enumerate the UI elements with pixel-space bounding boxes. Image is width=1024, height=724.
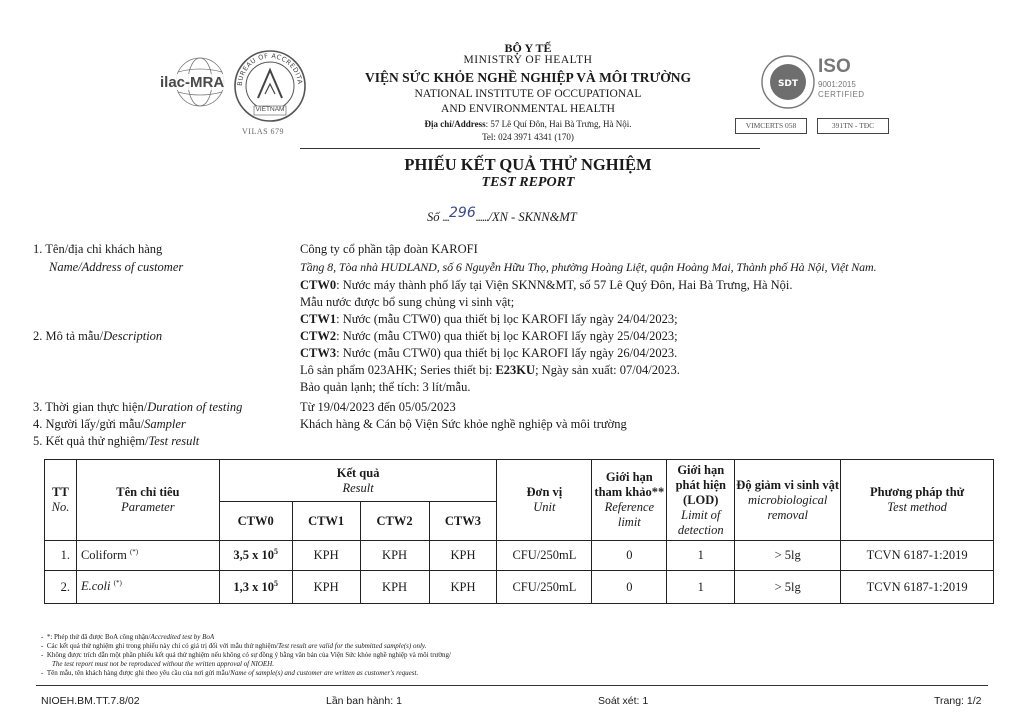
cell-removal: > 5lg: [735, 541, 841, 571]
desc-ctw0-code: CTW0: [300, 278, 337, 292]
desc-ctw1-code: CTW1: [300, 312, 337, 326]
footnote-2-en: Test result are valid for the submitted sample(s) only.: [278, 642, 427, 650]
th-removal: [735, 460, 841, 541]
th-tt-vn: TT: [52, 485, 69, 499]
results-table: [44, 459, 994, 604]
report-title-vn: PHIẾU KẾT QUẢ THỬ NGHIỆM: [404, 155, 652, 174]
cell-tt: 2.: [45, 571, 77, 604]
table-row: [45, 571, 994, 604]
th-ref: [592, 460, 667, 541]
desc-ctw0: [300, 278, 793, 293]
cell-ctw1: KPH: [292, 541, 360, 571]
iso-certified: CERTIFIED: [818, 90, 865, 99]
vilas-label: VILAS 679: [242, 127, 285, 136]
iso-title: ISO: [818, 56, 851, 77]
cell-ctw2: KPH: [360, 541, 429, 571]
th-result: [219, 460, 497, 502]
desc-lot-a: Lô sản phẩm 023AHK; Series thiết bị:: [300, 363, 496, 377]
cell-ctw1: KPH: [292, 571, 360, 604]
s4-value: Khách hàng & Cán bộ Viện Sức khỏe nghề nghiệp và môi trường: [300, 417, 627, 431]
s3-label: [33, 400, 242, 415]
cell-ctw0-base: 1,3 x 10: [233, 580, 275, 595]
ltn-box: 391TN - TĐC: [817, 118, 889, 134]
th-tt: [45, 460, 77, 541]
footnote-3-vn: Không được trích dẫn một phần phiếu kết quả thử nghiệm nếu không có sự đồng ý bằng văn bản của Viện Sức khỏe nghề nghiệp và môi trường/: [46, 651, 451, 659]
th-method: [841, 460, 994, 541]
iso-logo: [760, 54, 890, 110]
footnote-1: - *: Phép thử đã được BoA công nhận/Accredited test by BoA: [41, 633, 215, 641]
footnote-3: - Không được trích dẫn một phần phiếu kết quả thử nghiệm nếu không có sự đồng ý bằng văn bản của Viện Sức khỏe nghề nghiệp và môi trường/: [41, 651, 451, 659]
cell-ctw2: KPH: [360, 571, 429, 604]
cell-tt: 1.: [45, 541, 77, 571]
table-row: [45, 541, 994, 571]
footer-issue: Lần ban hành: 1: [326, 695, 402, 707]
footnote-1-en: Accredited test by BoA: [150, 633, 215, 641]
table-header-row-1: [45, 460, 994, 502]
iso-seal-icon: [760, 54, 816, 110]
customer-name: Công ty cổ phần tập đoàn KAROFI: [300, 242, 478, 256]
desc-ctw3: [300, 346, 677, 361]
report-number: Số ...296....../XN - SKNN&MT: [427, 205, 577, 224]
svg-text:SDT: SDT: [777, 79, 799, 89]
s4-label-en: Sampler: [144, 417, 186, 431]
s2-label-vn: 2. Mô tả mẫu/: [33, 329, 104, 343]
cell-method: TCVN 6187-1:2019: [841, 541, 994, 571]
footer-code: NIOEH.BM.TT.7.8/02: [41, 695, 140, 707]
cell-lod: 1: [667, 571, 735, 604]
cell-param-mark: (*): [113, 579, 122, 588]
s3-value: Từ 19/04/2023 đến 05/05/2023: [300, 400, 456, 414]
cell-ref: 0: [592, 571, 667, 604]
desc-storage: Bảo quản lạnh; thể tích: 3 lít/mẫu.: [300, 380, 471, 394]
desc-lot-series: E23KU: [495, 363, 536, 377]
footnote-2: - Các kết quả thử nghiệm ghi trong phiếu này chỉ có giá trị đối với mẫu thử nghiệm/Test result are valid for the submitted sample(s) only.: [41, 642, 427, 650]
desc-ctw0-text: : Nước máy thành phố lấy tại Viện SKNN&MT, số 57 Lê Quý Đôn, Hai Bà Trưng, Hà Nội.: [336, 278, 793, 292]
cell-ctw0: [219, 541, 292, 571]
desc-lot: [300, 363, 680, 378]
footnote-1-vn: *: Phép thử đã được BoA công nhận/: [46, 633, 151, 641]
th-unit: [497, 460, 592, 541]
footnote-3-en: [52, 660, 274, 668]
s3-label-en: Duration of testing: [147, 400, 243, 414]
report-number-suffix: /XN - SKNN&MT: [488, 210, 577, 224]
cell-param-mark: (*): [129, 547, 139, 556]
footnote-4-en: Name of sample(s) and customer are written as customer's request.: [230, 669, 419, 677]
footer-divider: [36, 685, 988, 686]
th-method-vn: Phương pháp thử: [869, 485, 965, 499]
s1-label-vn: 1. Tên/địa chỉ khách hàng: [33, 242, 163, 256]
desc-lot-b: ; Ngày sản xuất: 07/04/2023.: [535, 363, 680, 377]
s3-label-vn: 3. Thời gian thực hiện/: [33, 400, 148, 414]
address-label: Địa chỉ/Address: [424, 119, 486, 129]
cell-unit: CFU/250mL: [497, 541, 592, 571]
s4-label: [33, 417, 186, 432]
address-line: [300, 119, 756, 129]
cell-removal: > 5lg: [735, 571, 841, 604]
header-divider: [300, 148, 760, 149]
s5-label-en: Test result: [148, 434, 200, 448]
th-removal-vn: Độ giảm vi sinh vật: [736, 477, 840, 492]
footnote-4: - Tên mẫu, tên khách hàng được ghi theo yêu cầu của nơi gửi mẫu/Name of sample(s) and customer are written as customer's request.: [41, 669, 419, 677]
cell-param-name: E.coli: [80, 579, 111, 594]
cell-ctw3: KPH: [429, 541, 497, 571]
report-number-prefix: Số: [427, 210, 440, 224]
report-number-value: 296: [449, 205, 476, 221]
th-lod-en: Limit of detection: [677, 507, 724, 537]
address-value: : 57 Lê Quí Đôn, Hai Bà Trưng, Hà Nội.: [485, 119, 632, 129]
s5-label-vn: 5. Kết quả thử nghiệm/: [33, 434, 149, 448]
iso-standard: 9001:2015: [818, 80, 856, 89]
ilac-text: ilac-MRA: [160, 74, 225, 91]
boa-country: VIETNAM: [255, 106, 285, 113]
th-result-vn: Kết quả: [336, 465, 380, 480]
cell-param: [76, 541, 219, 571]
th-ctw1: CTW1: [292, 502, 360, 541]
desc-ctw2-text: : Nước (mẫu CTW0) qua thiết bị lọc KAROFI lấy ngày 25/04/2023;: [336, 329, 678, 343]
boa-logo: [232, 48, 308, 124]
tel-line: Tel: 024 3971 4341 (170): [482, 132, 574, 142]
desc-ctw3-code: CTW3: [300, 346, 337, 360]
th-ctw3: CTW3: [429, 502, 497, 541]
th-unit-en: Unit: [533, 500, 556, 514]
cell-lod: 1: [667, 541, 735, 571]
th-param-en: Parameter: [121, 500, 175, 514]
s4-label-vn: 4. Người lấy/gửi mẫu/: [33, 417, 145, 431]
footer-page: Trang: 1/2: [934, 695, 982, 707]
th-param: [76, 460, 219, 541]
th-param-vn: Tên chỉ tiêu: [116, 485, 180, 499]
desc-ctw3-text: : Nước (mẫu CTW0) qua thiết bị lọc KAROFI lấy ngày 26/04/2023.: [336, 346, 678, 360]
footer-revision: Soát xét: 1: [598, 695, 649, 707]
desc-ctw2-code: CTW2: [300, 329, 337, 343]
report-title-en: TEST REPORT: [481, 175, 575, 190]
th-removal-en: microbiological removal: [748, 492, 828, 522]
cell-ctw3: KPH: [429, 571, 497, 604]
th-method-en: Test method: [887, 500, 947, 514]
boa-arc-text: BUREAU OF ACCREDITA: [235, 51, 304, 87]
th-tt-en: No.: [51, 500, 70, 514]
th-ref-en: Reference limit: [604, 500, 655, 529]
ministry-vn: BỘ Y TẾ: [504, 41, 552, 55]
ministry-en: MINISTRY OF HEALTH: [463, 54, 593, 66]
footnote-3-en-text: The test report must not be reproduced without the written approval of NIOEH.: [52, 660, 274, 668]
desc-ctw1-text: : Nước (mẫu CTW0) qua thiết bị lọc KAROFI lấy ngày 24/04/2023;: [336, 312, 678, 326]
desc-ctw2: [300, 329, 678, 344]
th-unit-vn: Đơn vị: [526, 485, 563, 499]
desc-ctw1: [300, 312, 678, 327]
cell-ctw0-exp: 5: [274, 547, 279, 557]
institute-vn: VIỆN SỨC KHỎE NGHỀ NGHIỆP VÀ MÔI TRƯỜNG: [365, 70, 691, 85]
th-lod: [667, 460, 735, 541]
th-lod-vn: Giới hạn phát hiện (LOD): [675, 462, 726, 507]
footnote-4-vn: Tên mẫu, tên khách hàng được ghi theo yêu cầu của nơi gửi mẫu/: [46, 669, 231, 677]
cell-param: [76, 571, 219, 604]
cell-unit: CFU/250mL: [497, 571, 592, 604]
institute-en-2: AND ENVIRONMENTAL HEALTH: [441, 103, 615, 115]
th-ctw0: CTW0: [219, 502, 292, 541]
vimcerts-box: VIMCERTS 058: [735, 118, 807, 134]
desc-supplement: Mẫu nước được bổ sung chủng vi sinh vật;: [300, 295, 515, 309]
cell-method: TCVN 6187-1:2019: [841, 571, 994, 604]
cell-ctw0: [219, 571, 292, 604]
s5-label: [33, 434, 199, 449]
th-ctw2: CTW2: [360, 502, 429, 541]
s1-label-en: Name/Address of customer: [49, 260, 184, 274]
customer-address: Tầng 8, Tòa nhà HUDLAND, số 6 Nguyễn Hữu Thọ, phường Hoàng Liệt, quận Hoàng Mai, Thành phố Hà Nội, Việt Nam.: [300, 260, 877, 274]
institute-en-1: NATIONAL INSTITUTE OF OCCUPATIONAL: [414, 88, 642, 100]
cell-ctw0-base: 3,5 x 10: [233, 548, 275, 563]
s2-label-en: Description: [103, 329, 163, 343]
cell-ref: 0: [592, 541, 667, 571]
cell-ctw0-exp: 5: [274, 578, 279, 588]
th-ref-vn: Giới hạn tham khảo**: [594, 470, 665, 499]
footnote-2-vn: Các kết quả thử nghiệm ghi trong phiếu này chỉ có giá trị đối với mẫu thử nghiệm/: [46, 642, 279, 650]
s2-label: [33, 329, 162, 344]
cell-param-name: Coliform: [80, 548, 127, 563]
th-result-en: Result: [342, 480, 374, 495]
